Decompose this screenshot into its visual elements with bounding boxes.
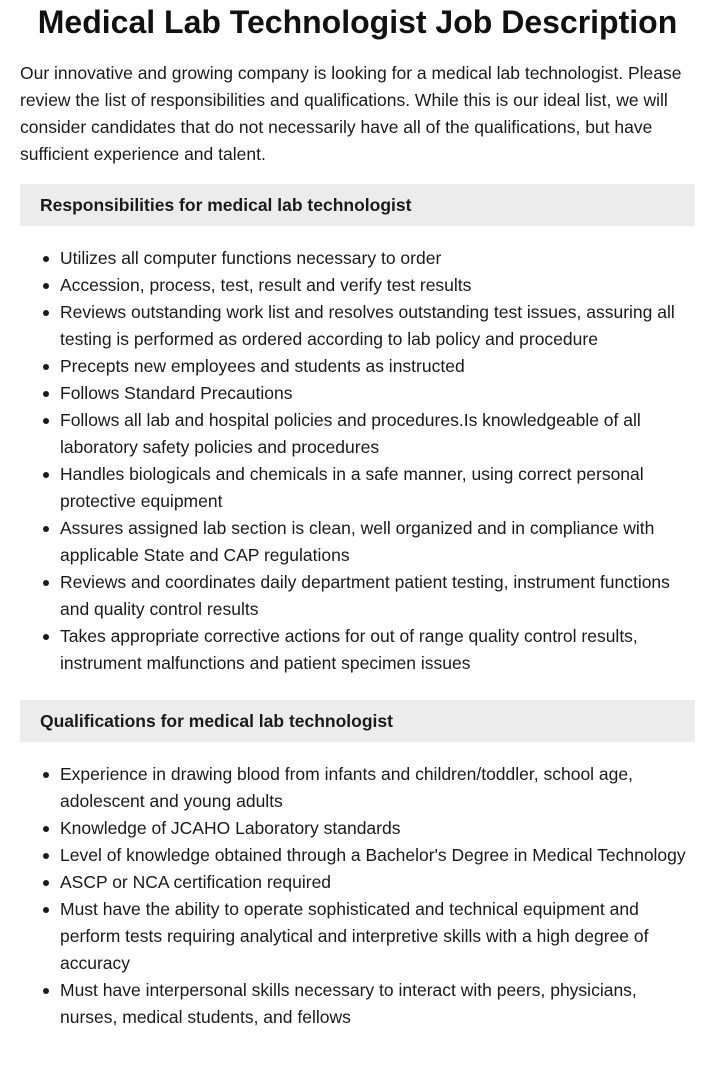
list-item: Takes appropriate corrective actions for out of range quality control results, instrument malfunctions and patient specimen issues [20, 623, 695, 677]
list-item: Handles biologicals and chemicals in a safe manner, using correct personal protective equipment [20, 461, 695, 515]
list-item: Must have interpersonal skills necessary to interact with peers, physicians, nurses, medical students, and fellows [20, 977, 695, 1031]
page-title: Medical Lab Technologist Job Description [37, 4, 678, 40]
qualifications-list [20, 761, 695, 1031]
list-item: Knowledge of JCAHO Laboratory standards [20, 815, 695, 842]
responsibilities-heading: Responsibilities for medical lab technologist [20, 184, 695, 226]
list-item: Follows all lab and hospital policies and procedures.Is knowledgeable of all laboratory safety policies and procedures [20, 407, 695, 461]
intro-paragraph: Our innovative and growing company is looking for a medical lab technologist. Please review the list of responsibilities and qualifications. While this is our ideal list, we will consider candidates that do not necessarily have all of the qualifications, but have sufficient experience and talent. [20, 63, 682, 164]
list-item: Utilizes all computer functions necessary to order [20, 245, 695, 272]
list-item: Reviews outstanding work list and resolves outstanding test issues, assuring all testing is performed as ordered according to lab policy and procedure [20, 299, 695, 353]
responsibilities-list [20, 245, 695, 677]
list-item: Accession, process, test, result and verify test results [20, 272, 695, 299]
list-item: Experience in drawing blood from infants and children/toddler, school age, adolescent and young adults [20, 761, 695, 815]
list-item: Follows Standard Precautions [20, 380, 695, 407]
list-item: Must have the ability to operate sophisticated and technical equipment and perform tests requiring analytical and interpretive skills with a high degree of accuracy [20, 896, 695, 977]
list-item: ASCP or NCA certification required [20, 869, 695, 896]
list-item: Reviews and coordinates daily department patient testing, instrument functions and quality control results [20, 569, 695, 623]
list-item: Precepts new employees and students as instructed [20, 353, 695, 380]
qualifications-heading: Qualifications for medical lab technologist [20, 700, 695, 742]
list-item: Level of knowledge obtained through a Bachelor's Degree in Medical Technology [20, 842, 695, 869]
list-item: Assures assigned lab section is clean, well organized and in compliance with applicable State and CAP regulations [20, 515, 695, 569]
